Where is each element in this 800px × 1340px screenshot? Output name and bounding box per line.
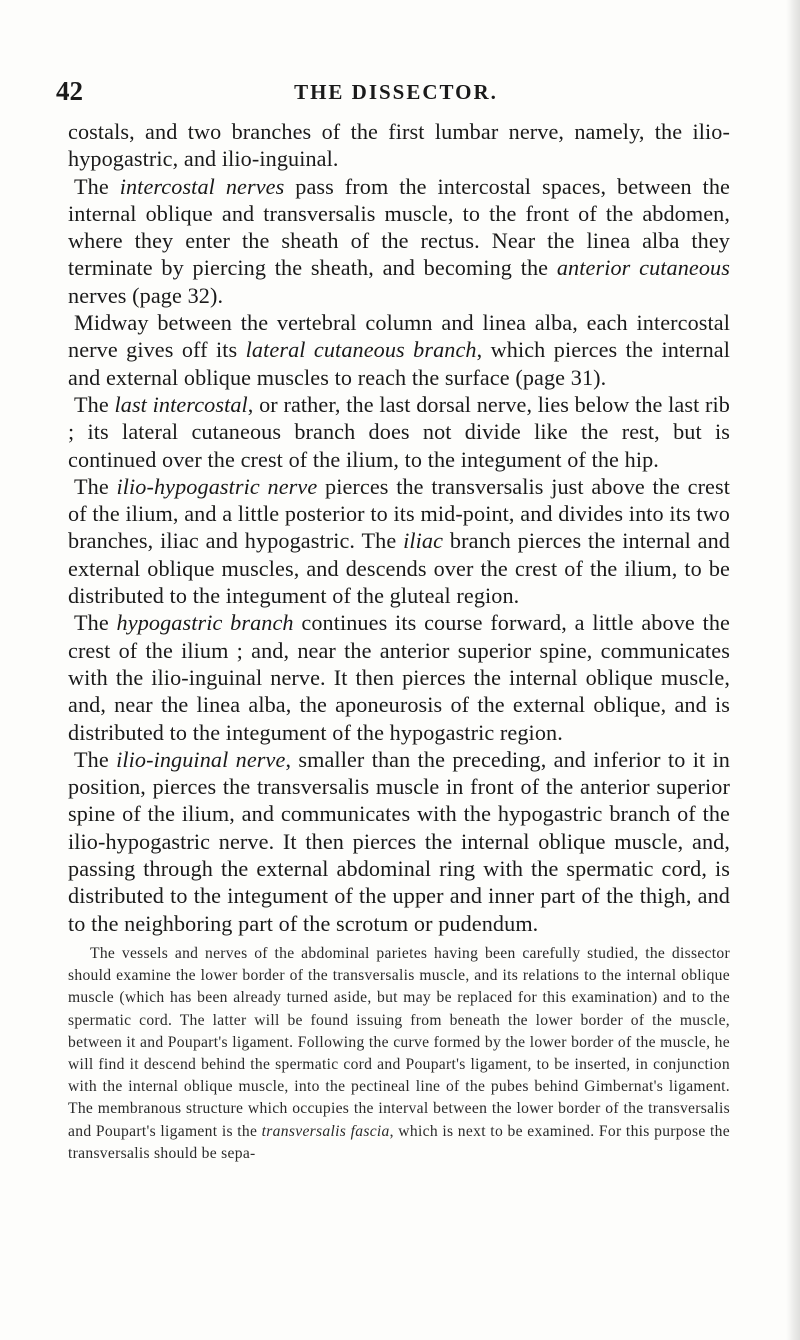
page-number: 42 — [56, 76, 83, 106]
text-run: , or rather, the last dorsal nerve, lies below the last rib ; its lateral cutaneous branch does not divide like the rest, but is continued over the crest of the ilium, to the integument of the hip. — [68, 391, 730, 472]
body-text — [68, 118, 730, 1165]
italic-term: last intercostal — [114, 391, 248, 417]
text-run: branch pierces the internal and external oblique muscles, and descends over the crest of the ilium, to be distributed to the integument of the gluteal region. — [68, 528, 730, 609]
text-run: The — [74, 746, 117, 772]
text-run: pierces the transversalis just above the crest of the ilium, and a little posterior to its mid-point, and divides into its two branches, iliac and hypogastric. The — [68, 473, 731, 554]
italic-term: iliac — [403, 528, 444, 554]
paragraph — [68, 746, 730, 937]
text-run: The — [74, 391, 115, 417]
paragraph — [68, 309, 730, 391]
small-print-note — [68, 943, 730, 1165]
text-run: Midway between the vertebral column and linea alba, each intercostal nerve gives off its — [68, 310, 730, 363]
text-run: continues its course forward, a little above the crest of the ilium ; and, near the anterior superior spine, communicates with the ilio-inguinal nerve. It then pierces the internal oblique muscle, and, near the linea alba, the aponeurosis of the external oblique, and is distributed to the integument of the hypogastric region. — [68, 610, 730, 745]
italic-term: anterior cutaneous — [556, 255, 730, 281]
text-run: , which is next to be examined. For this purpose the transversalis should be sepa- — [68, 1122, 730, 1162]
text-run: costals, and two branches of the first lumbar nerve, namely, the ilio-hypogastric, and ilio-inguinal. — [68, 119, 730, 172]
italic-term: ilio-inguinal nerve — [116, 746, 286, 772]
paragraph — [68, 173, 730, 309]
italic-term: hypogastric branch — [116, 610, 294, 636]
text-run: The — [74, 173, 120, 199]
text-run: , smaller than the preceding, and inferior to it in position, pierces the transversalis muscle in front of the anterior superior spine of the ilium, and communicates with the hypogastric branch of the ilio-hypogastric nerve. It then pierces the internal oblique muscle, and, passing through the external abdominal ring with the spermatic cord, is distributed to the integument of the upper and inner part of the thigh, and to the neighboring part of the scrotum or pudendum. — [68, 746, 731, 936]
text-run: nerves (page 32). — [68, 282, 224, 308]
italic-term: transversalis fascia — [261, 1122, 390, 1140]
running-title: THE DISSECTOR. — [294, 80, 498, 104]
text-run: , which pierces the internal and external oblique muscles to reach the surface (page 31). — [68, 337, 731, 390]
italic-term: ilio-hypogastric nerve — [116, 473, 318, 499]
paragraph — [68, 473, 730, 609]
italic-term: intercostal nerves — [119, 173, 285, 199]
text-run: The vessels and nerves of the abdominal parietes having been carefully studied, the dissector should examine the lower border of the transversalis muscle, and its relations to the internal oblique muscle (which has been already turned aside, but may be replaced for this examination) and to the spermatic cord. The latter will be found issuing from beneath the lower border of the muscle, between it and Poupart's ligament. Following the curve formed by the lower border of the muscle, he will find it descend behind the spermatic cord and Poupart's ligament, to be inserted, in conjunction with the internal oblique muscle, into the pectineal line of the pubes behind Gimbernat's ligament. The membranous structure which occupies the interval between the lower border of the transversalis and Poupart's ligament is the — [68, 944, 730, 1140]
running-head — [56, 76, 736, 106]
text-run: pass from the intercostal spaces, between the internal oblique and transversalis muscle, to the front of the abdomen, where they enter the sheath of the rectus. Near the linea alba they terminate by piercing the sheath, and becoming the — [68, 173, 730, 281]
paragraph — [68, 609, 730, 745]
italic-term: lateral cutaneous branch — [245, 337, 477, 363]
paragraph — [68, 391, 730, 473]
text-run: The — [74, 473, 117, 499]
text-run: The — [74, 610, 117, 636]
paragraph — [68, 118, 730, 173]
page-edge-shadow — [786, 0, 800, 1340]
